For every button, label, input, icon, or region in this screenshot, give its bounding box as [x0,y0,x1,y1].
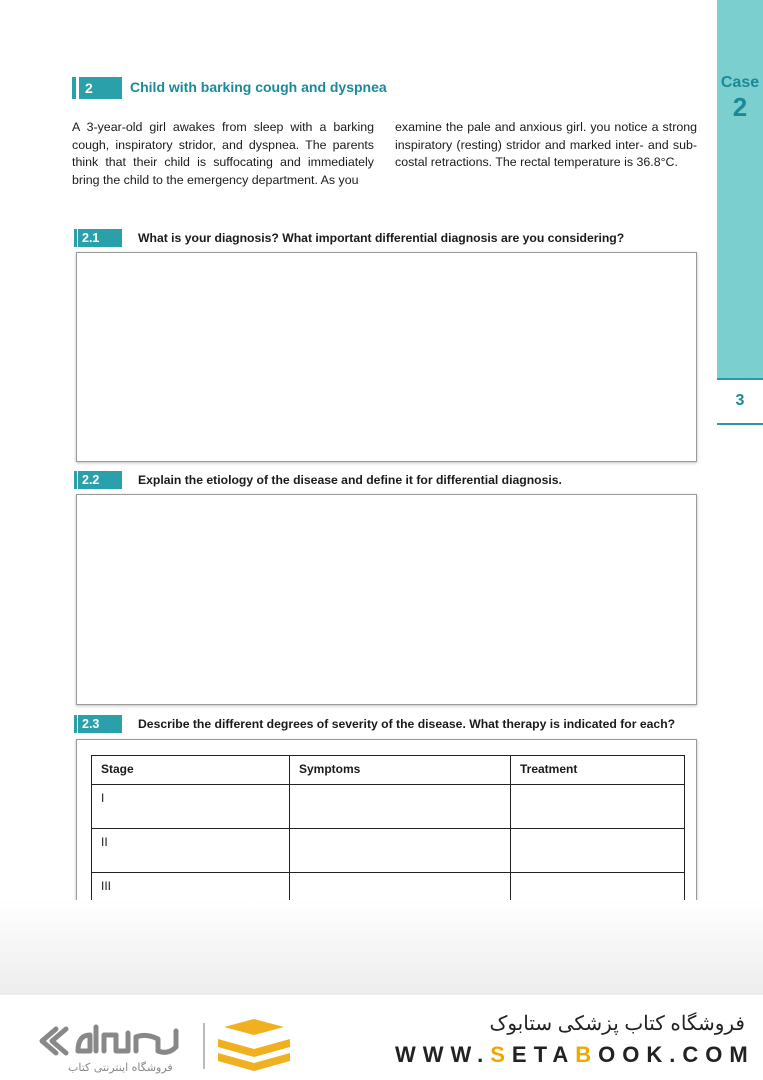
store-name: فروشگاه کتاب پزشکی ستابوک [489,1013,745,1035]
case-title: Child with barking cough and dyspnea [130,79,387,95]
question-text-2-3: Describe the different degrees of severity of the disease. What therapy is indicated for each? [138,717,676,731]
footer-fade [0,900,763,1000]
question-accent-bar [74,715,77,733]
table-row [92,828,685,872]
stage-cell: III [92,872,290,916]
case-number-badge: 2 [79,77,122,99]
store-url[interactable]: WWW.SETABOOK.COM [395,1042,755,1067]
divider [717,423,763,425]
symptoms-cell[interactable] [290,785,511,829]
column-header-stage: Stage [92,756,290,785]
case-tab [717,0,763,378]
question-accent-bar [74,471,77,489]
question-number-2-1: 2.1 [78,229,122,247]
symptoms-cell[interactable] [290,828,511,872]
intro-text-left: A 3-year-old girl awakes from sleep with a barking cough, inspiratory stridor, and dyspnea. The parents think that their child is suffocating and immediately bring the child to the emergency department. As you [72,120,374,187]
question-text-2-2: Explain the etiology of the disease and define it for differential diagnosis. [138,473,562,487]
case-label: Case [720,74,760,91]
divider [717,378,763,380]
question-number-2-3: 2.3 [78,715,122,733]
intro-text-right: examine the pale and anxious girl. you notice a strong inspiratory (resting) stridor and marked inter- and sub-costal retractions. The rectal temperature is 36.8°C. [395,120,697,169]
stage-cell: II [92,828,290,872]
case-tab-number: 2 [732,92,748,122]
answer-box-2-2[interactable] [76,494,697,705]
heading-accent-bar [72,77,76,99]
column-header-treatment: Treatment [511,756,685,785]
treatment-cell[interactable] [511,785,685,829]
question-number-2-2: 2.2 [78,471,122,489]
question-text-2-1: What is your diagnosis? What important differential diagnosis are you considering? [138,231,625,245]
stage-cell: I [92,785,290,829]
answer-box-2-1[interactable] [76,252,697,462]
question-accent-bar [74,229,77,247]
treatment-cell[interactable] [511,828,685,872]
logo-subtitle: فروشگاه اینترنتی کتاب [68,1061,173,1074]
page-number: 3 [735,392,745,409]
column-header-symptoms: Symptoms [290,756,511,785]
table-row [92,785,685,829]
table-header-row [92,756,685,785]
setabook-logo [38,1015,298,1077]
